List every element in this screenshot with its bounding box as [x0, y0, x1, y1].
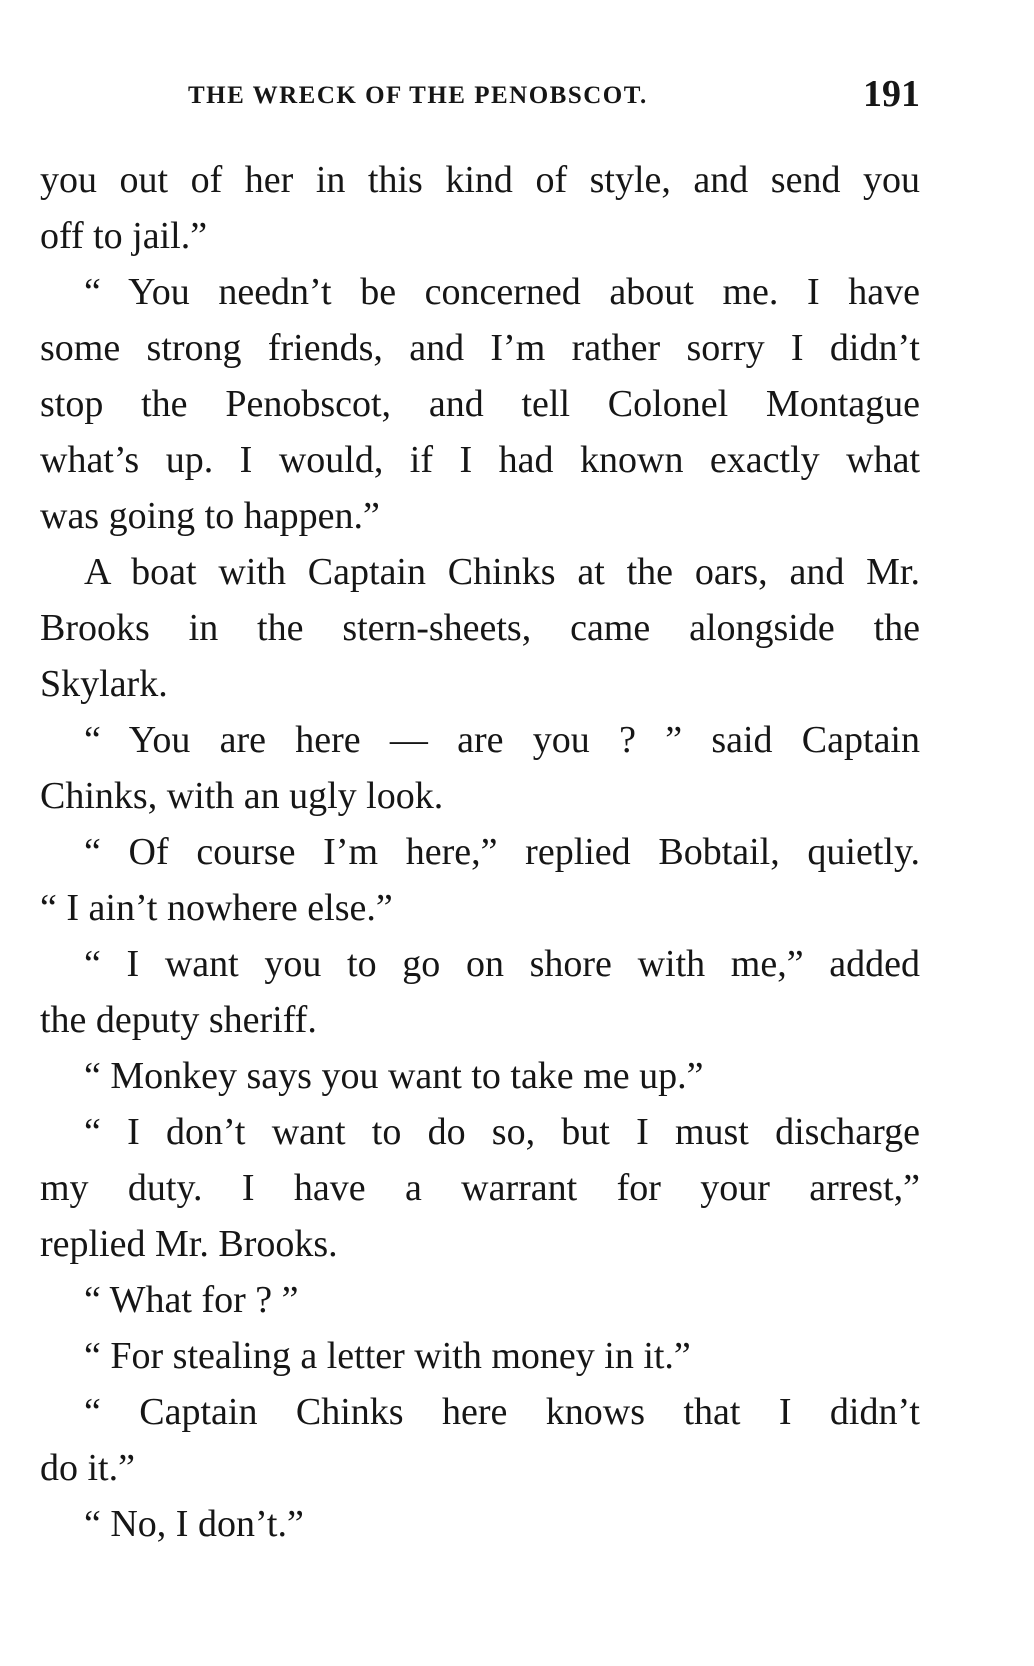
text-line: “ I don’t want to do so, but I must discharge [84, 1111, 920, 1153]
text-line: do it.” [40, 1447, 135, 1489]
text-line: you out of her in this kind of style, and send you [40, 159, 920, 201]
text-line: Chinks, with an ugly look. [40, 775, 444, 817]
text-line: Skylark. [40, 663, 168, 705]
text-line: replied Mr. Brooks. [40, 1223, 338, 1265]
text-line: was going to happen.” [40, 495, 380, 537]
text-line: “ Of course I’m here,” replied Bobtail, quietly. [84, 831, 920, 873]
running-head [40, 72, 920, 116]
text-line: “ You needn’t be concerned about me. I have [84, 271, 920, 313]
page-number: 191 [863, 73, 920, 115]
text-line: Brooks in the stern-sheets, came alongside the [40, 607, 920, 649]
text-line: “ I ain’t nowhere else.” [40, 887, 393, 929]
text-line: “ For stealing a letter with money in it.” [84, 1335, 691, 1377]
text-line: A boat with Captain Chinks at the oars, and Mr. [84, 551, 920, 593]
text-line: “ You are here — are you ? ” said Captain [84, 719, 920, 761]
text-line: some strong friends, and I’m rather sorry I didn’t [40, 327, 920, 369]
text-line: my duty. I have a warrant for your arrest,” [40, 1167, 920, 1209]
text-line: “ No, I don’t.” [84, 1503, 304, 1545]
running-title: THE WRECK OF THE PENOBSCOT. [188, 82, 648, 109]
text-line: “ Monkey says you want to take me up.” [84, 1055, 704, 1097]
text-line: off to jail.” [40, 215, 208, 257]
text-line: the deputy sheriff. [40, 999, 317, 1041]
text-line: “ Captain Chinks here knows that I didn’t [84, 1391, 920, 1433]
text-line: what’s up. I would, if I had known exactly what [40, 439, 920, 481]
text-line: “ What for ? ” [84, 1279, 299, 1321]
text-line: “ I want you to go on shore with me,” added [84, 943, 920, 985]
text-line: stop the Penobscot, and tell Colonel Montague [40, 383, 920, 425]
body-text [40, 152, 920, 1552]
